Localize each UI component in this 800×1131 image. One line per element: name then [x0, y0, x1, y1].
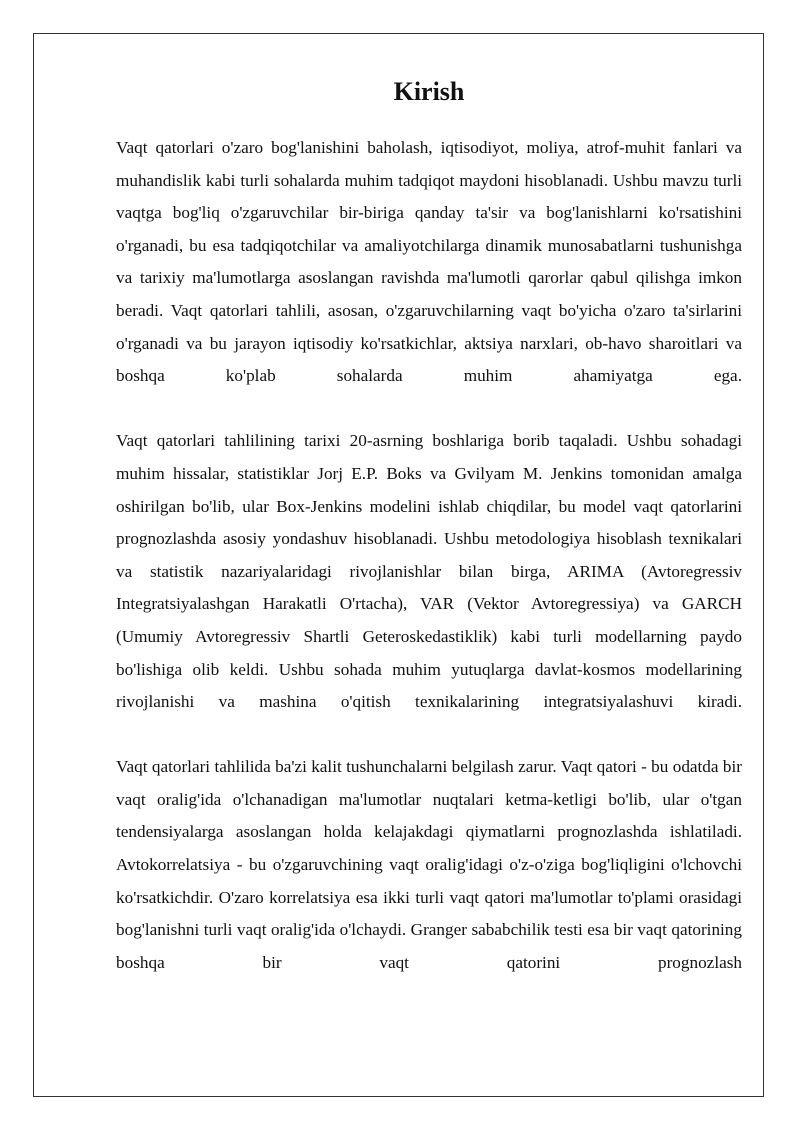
- paragraph-3: Vaqt qatorlari tahlilida ba'zi kalit tushunchalarni belgilash zarur. Vaqt qatori - bu odatda bir vaqt oralig'ida o'lchanadigan ma'lumotlar nuqtalari ketma-ketligi bo'lib, ular o'tgan tendensiyalarga asoslangan holda kelajakdagi qiymatlarni prognozlashda ishlatiladi. Avtokorrelatsiya - bu o'zgaruvchining vaqt oralig'idagi o'z-o'ziga bog'liqligini o'lchovchi ko'rsatkichdir. O'zaro korrelatsiya esa ikki turli vaqt qatori ma'lumotlar to'plami orasidagi bog'lanishni turli vaqt oralig'ida o'lchaydi. Granger sababchilik testi esa bir vaqt qatorining boshqa bir vaqt qatorini prognozlash: [116, 757, 742, 972]
- page-title: Kirish: [393, 77, 465, 106]
- paragraph-1: Vaqt qatorlari o'zaro bog'lanishini baholash, iqtisodiyot, moliya, atrof-muhit fanlari va muhandislik kabi turli sohalarda muhim tadqiqot maydoni hisoblanadi. Ushbu mavzu turli vaqtga bog'liq o'zgaruvchilar bir-biriga qanday ta'sir va bog'lanishlarni ko'rsatishini o'rganadi, bu esa tadqiqotchilar va amaliyotchilarga dinamik munosabatlarni tushunishga va tarixiy ma'lumotlarga asoslangan ravishda ma'lumotli qarorlar qabul qilishga imkon beradi. Vaqt qatorlari tahlili, asosan, o'zgaruvchilarning vaqt bo'yicha o'zaro ta'sirlarini o'rganadi va bu jarayon iqtisodiy ko'rsatkichlar, aktsiya narxlari, ob-havo sharoitlari va boshqa ko'plab sohalarda muhim ahamiyatga ega.: [116, 138, 742, 386]
- paragraph-2: Vaqt qatorlari tahlilining tarixi 20-asrning boshlariga borib taqaladi. Ushbu sohadagi muhim hissalar, statistiklar Jorj E.P. Boks va Gvilyam M. Jenkins tomonidan amalga oshirilgan bo'lib, ular Box-Jenkins modelini ishlab chiqdilar, bu model vaqt qatorlarini prognozlashda asosiy yondashuv hisoblanadi. Ushbu metodologiya hisoblash texnikalari va statistik nazariyalaridagi rivojlanishlar bilan birga, ARIMA (Avtoregressiv Integratsiyalashgan Harakatli O'rtacha), VAR (Vektor Avtoregressiya) va GARCH (Umumiy Avtoregressiv Shartli Geteroskedastiklik) kabi turli modellarning paydo bo'lishiga olib keldi. Ushbu sohada muhim yutuqlarga davlat-kosmos modellarining rivojlanishi va mashina o'qitish texnikalarining integratsiyalashuvi kiradi.: [116, 431, 742, 712]
- document-body: [116, 75, 742, 979]
